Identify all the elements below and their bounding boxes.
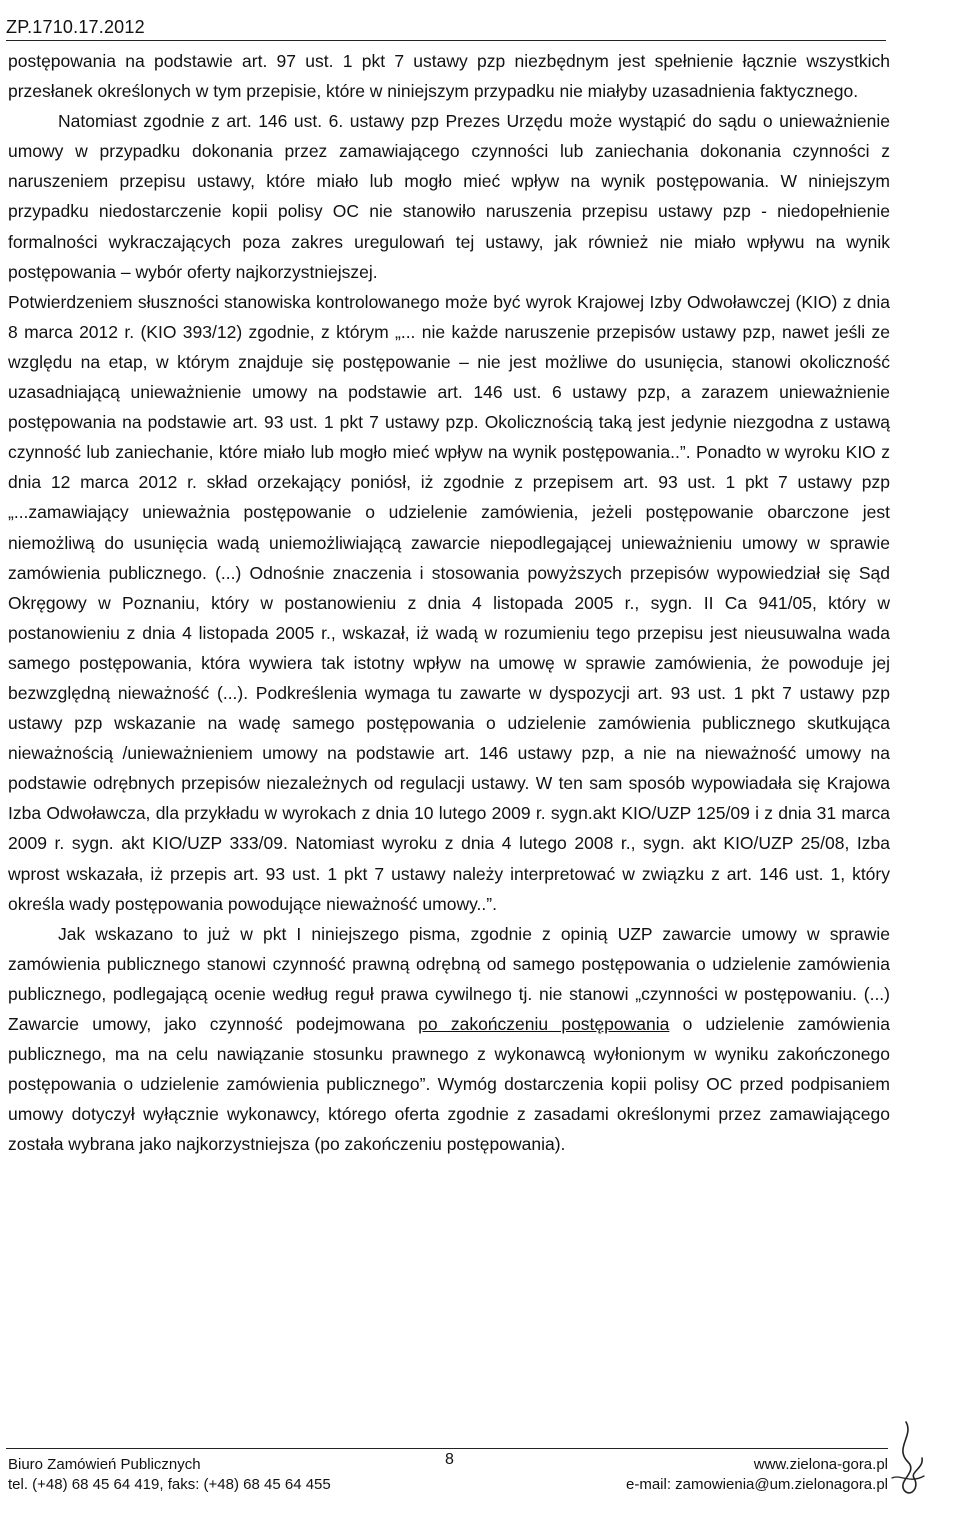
paragraph-4-text-before: Jak wskazano to już w pkt I niniejszego pisma, zgodnie z opinią UZP zawarcie umowy w sprawie zamówienia publicznego stanowi czynność prawną odrębną od samego postępowania o udzielenie zamówienia publicznego, podlegającą ocenie według reguł prawa cywilnego tj. nie stanowi „czynności w postępowaniu. (...) Zawarcie umowy, jako czynność podejmowana [8, 923, 890, 1034]
footer-email-link[interactable]: e-mail: zamowienia@um.zielonagora.pl [625, 1476, 888, 1493]
footer-divider [6, 1448, 888, 1449]
header-divider [6, 40, 886, 41]
footer-org-name: Biuro Zamówień Publicznych [8, 1456, 201, 1473]
footer-phone: tel. (+48) 68 45 64 419, faks: (+48) 68 45 64 455 [8, 1476, 331, 1493]
page-number: 8 [445, 1451, 454, 1468]
paragraph-4-underlined-text: po zakończeniu postępowania [418, 1014, 670, 1034]
paragraph-3: Potwierdzeniem słuszności stanowiska kontrolowanego może być wyrok Krajowej Izby Odwoławczej (KIO) z dnia 8 marca 2012 r. (KIO 393/12) zgodnie, z którym „... nie każde naruszenie przepisów ustawy pzp, nawet jeśli ze względu na etap, w którym znajduje się postępowanie – nie jest możliwe do usunięcia, stanowi okoliczność uzasadniającą unieważnienie umowy na podstawie art. 146 ust. 6 ustawy pzp, a zarazem unieważnienie postępowania na podstawie art. 93 ust. 1 pkt 7 ustawy pzp. Okolicznością taką jest jedynie niezgodna z ustawą czynność lub zaniechanie, które miało lub mogło mieć wpływ na wynik postępowania..”. Ponadto w wyroku KIO z dnia 12 marca 2012 r. skład orzekający poniósł, iż zgodnie z przepisem art. 93 ust. 1 pkt 7 ustawy pzp „...zamawiający unieważnia postępowanie o udzielenie zamówienia, jeżeli postępowanie obarczone jest niemożliwą do usunięcia wadą uniemożliwiającą zawarcie niepodlegającej unieważnieniu umowy w sprawie zamówienia publicznego. (...) Odnośnie znaczenia i stosowania powyższych przepisów wypowiedział się Sąd Okręgowy w Poznaniu, który w postanowieniu z dnia 4 listopada 2005 r., sygn. II Ca 941/05, który w postanowieniu z dnia 4 listopada 2005 r., wskazał, iż wadą w rozumieniu tego przepisu jest nieusuwalna wada samego postępowania, która wywiera tak istotny wpływ na umowę w sprawie zamówienia, że powoduje jej bezwzględną nieważność (...). Podkreślenia wymaga tu zawarte w dyspozycji art. 93 ust. 1 pkt 7 ustawy pzp ustawy pzp wskazanie na wadę samego postępowania o udzielenie zamówienia publicznego skutkująca nieważnością /unieważnieniem umowy na podstawie art. 146 ustawy pzp, a nie na nieważność umowy na podstawie odrębnych przepisów niezależnych od regulacji ustawy. W ten sam sposób wypowiadała się Krajowa Izba Odwoławcza, dla przykładu w wyrokach z dnia 10 lutego 2009 r. sygn.akt KIO/UZP 125/09 i z dnia 31 marca 2009 r. sygn. akt KIO/UZP 333/09. Natomiast wyroku z dnia 4 lutego 2008 r., sygn. akt KIO/UZP 25/08, Izba wprost wskazała, iż przepis art. 93 ust. 1 pkt 7 ustawy należy interpretować w związku z art. 146 ust. 1, który określa wady postępowania powodujące nieważność umowy..”. [8, 291, 890, 914]
paragraph-4-text-after: o udzielenie zamówienia publicznego, ma na celu nawiązanie stosunku prawnego z wykonawcą wyłonionym w wyniku zakończonego postępowania o udzielenie zamówienia publicznego”. Wymóg dostarczenia kopii polisy OC przed podpisaniem umowy dotyczył wyłącznie wykonawcy, którego oferta zgodnie z zasadami określonymi przez zamawiającego została wybrana jako najkorzystniejsza (po zakończeniu postępowania). [8, 1014, 890, 1155]
paragraph-1: postępowania na podstawie art. 97 ust. 1 pkt 7 ustawy pzp niezbędnym jest spełnienie łącznie wszystkich przesłanek określonych w tym przepisie, które w niniejszym przypadku nie miałyby uzasadnienia faktycznego. [8, 51, 890, 102]
handwritten-signature-icon [884, 1418, 928, 1504]
paragraph-4 [8, 919, 890, 1160]
document-body [8, 46, 890, 1159]
paragraph-2: Natomiast zgodnie z art. 146 ust. 6. ustawy pzp Prezes Urzędu może wystąpić do sądu o unieważnienie umowy w przypadku dokonania przez zamawiającego czynności lub zaniechania dokonania czynności z naruszeniem przepisu ustawy, które miało lub mogło mieć wpływ na wynik postępowania. W niniejszym przypadku niedostarczenie kopii polisy OC nie stanowiło naruszenia przepisu ustawy pzp - niedopełnienie formalności wykraczających poza zakres uregulowań tej ustawy, jak również nie miało wpływu na wynik postępowania – wybór oferty najkorzystniejszej. [8, 111, 890, 282]
document-reference-number: ZP.1710.17.2012 [6, 17, 145, 37]
footer-website-link[interactable]: www.zielona-gora.pl [753, 1456, 888, 1473]
